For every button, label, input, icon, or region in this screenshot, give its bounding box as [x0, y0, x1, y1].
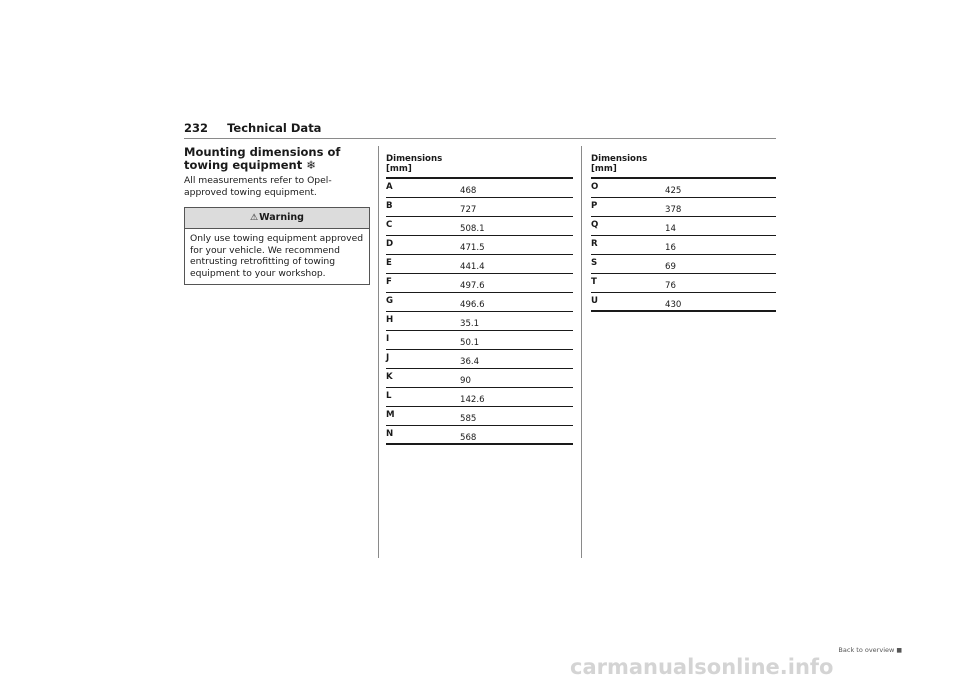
table-body	[591, 179, 776, 312]
row-label: K	[386, 372, 393, 382]
warning-text: Only use towing equipment approved for your vehicle. We recommend entrusting retrofitting of towing equipment to your workshop.	[190, 233, 364, 279]
bullet-icon: ■	[896, 647, 902, 654]
row-label: R	[591, 239, 598, 249]
row-value: 441.4	[460, 262, 485, 272]
page-number: 232	[184, 121, 209, 135]
row-label: S	[591, 258, 598, 268]
text-column	[184, 146, 370, 285]
row-label: L	[386, 391, 392, 401]
row-label: U	[591, 296, 598, 306]
row-label: P	[591, 201, 598, 211]
row-label: Q	[591, 220, 599, 230]
row-value: 508.1	[460, 224, 485, 234]
table-row	[386, 331, 573, 350]
row-value: 16	[665, 243, 676, 253]
table-row	[386, 426, 573, 445]
table-row	[591, 217, 776, 236]
warning-box	[184, 207, 370, 285]
row-value: 36.4	[460, 357, 480, 367]
row-label: M	[386, 410, 395, 420]
table-row	[386, 350, 573, 369]
row-label: J	[386, 353, 390, 363]
table-body	[386, 179, 573, 445]
row-label: E	[386, 258, 392, 268]
row-value: 497.6	[460, 281, 485, 291]
column-divider	[378, 146, 379, 558]
row-label: T	[591, 277, 597, 287]
table-row	[386, 407, 573, 426]
row-value: 69	[665, 262, 676, 272]
warning-title: Warning	[259, 212, 304, 223]
row-label: A	[386, 182, 393, 192]
row-value: 496.6	[460, 300, 485, 310]
row-value: 35.1	[460, 319, 480, 329]
table-row	[386, 236, 573, 255]
table-row	[386, 312, 573, 331]
row-label: B	[386, 201, 393, 211]
section-title: Mounting dimensions of towing equipment ❄	[184, 145, 341, 172]
row-label: H	[386, 315, 394, 325]
row-value: 468	[460, 186, 477, 196]
row-value: 430	[665, 300, 682, 310]
row-value: 425	[665, 186, 682, 196]
row-label: D	[386, 239, 394, 249]
table-row	[591, 198, 776, 217]
page-header	[184, 117, 776, 136]
row-value: 14	[665, 224, 676, 234]
table-row	[591, 236, 776, 255]
table-row	[591, 179, 776, 198]
row-label: G	[386, 296, 394, 306]
table-row	[591, 293, 776, 312]
row-value: 90	[460, 376, 471, 386]
table-row	[386, 198, 573, 217]
row-value: 50.1	[460, 338, 480, 348]
row-value: 378	[665, 205, 682, 215]
row-value: 142.6	[460, 395, 485, 405]
dimensions-table-right	[591, 154, 776, 312]
table-row	[386, 369, 573, 388]
row-label: N	[386, 429, 394, 439]
table-row	[386, 255, 573, 274]
page-title: Technical Data	[227, 121, 322, 135]
dimensions-table-left	[386, 154, 573, 445]
warning-header	[185, 208, 369, 229]
row-label: I	[386, 334, 390, 344]
table-row	[591, 255, 776, 274]
table-row	[591, 274, 776, 293]
section-intro: All measurements refer to Opel-approved towing equipment.	[184, 175, 332, 198]
row-value: 585	[460, 414, 477, 424]
row-value: 76	[665, 281, 676, 291]
header-divider	[184, 138, 776, 139]
table-row	[386, 274, 573, 293]
snowflake-icon: ❄	[306, 158, 316, 172]
table-header: Dimensions [mm]	[591, 154, 776, 179]
watermark: carmanualsonline.info	[570, 655, 834, 679]
warning-triangle-icon: ⚠	[250, 213, 259, 223]
table-row	[386, 293, 573, 312]
table-row	[386, 217, 573, 236]
table-row	[386, 388, 573, 407]
row-value: 568	[460, 433, 477, 443]
back-to-overview-link[interactable]: Back to overview ■	[838, 646, 902, 654]
column-divider	[581, 146, 582, 558]
row-label: F	[386, 277, 392, 287]
row-value: 471.5	[460, 243, 485, 253]
row-label: C	[386, 220, 393, 230]
table-header: Dimensions [mm]	[386, 154, 573, 179]
table-row	[386, 179, 573, 198]
row-value: 727	[460, 205, 477, 215]
row-label: O	[591, 182, 599, 192]
